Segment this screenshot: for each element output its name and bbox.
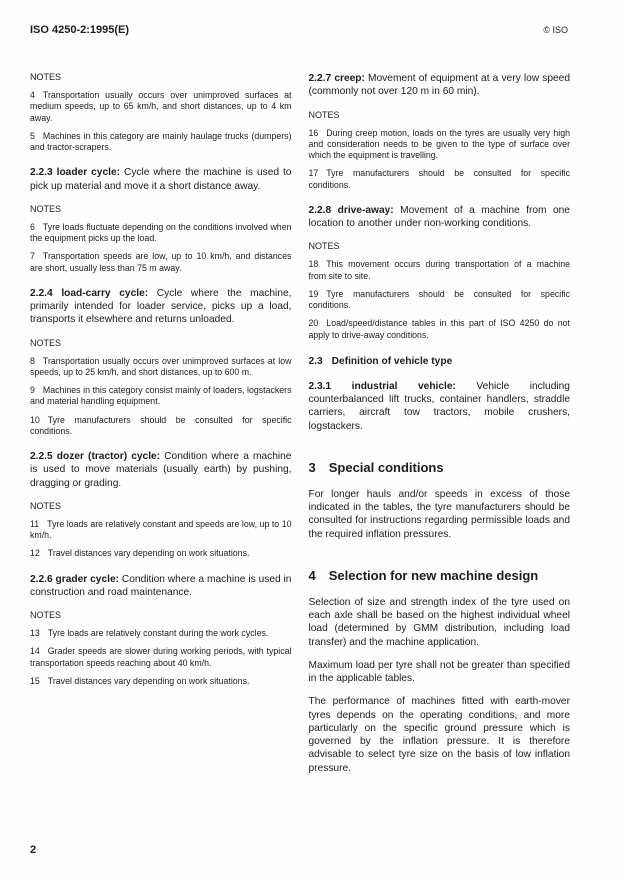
definition — [30, 450, 292, 490]
document-id: ISO 4250-2:1995(E) — [30, 24, 130, 36]
subsection-heading — [309, 356, 571, 367]
defined-term: drive-away: — [337, 204, 394, 216]
note-text: Grader speeds are slower during working periods, with typical transportation speeds reaching about 40 km/h. — [30, 646, 292, 668]
note-number: 12 — [30, 548, 40, 559]
left-column — [30, 72, 292, 785]
note — [30, 385, 292, 408]
note — [30, 548, 292, 559]
note-number: 13 — [30, 628, 40, 638]
defined-term: grader cycle: — [55, 573, 120, 585]
note-number: 7 — [30, 251, 35, 262]
definition — [30, 166, 292, 193]
right-column — [309, 72, 571, 785]
section-heading — [309, 460, 571, 475]
definition-text: Condition where a machine is used to move materials (usually earth) by pushing, dragging or grading. — [30, 451, 292, 489]
note-text: Tyre manufacturers should be consulted for specific conditions. — [308, 288, 570, 310]
note — [30, 676, 292, 687]
definition — [30, 287, 292, 327]
paragraph: Maximum load per tyre shall not be greater than specified in the applicable tables. — [308, 659, 570, 684]
note — [309, 168, 571, 191]
note-text: Transportation usually occurs over unimproved surfaces at medium speeds, up to 65 km/h, and short distances, up to 4 km away. — [30, 90, 292, 123]
paragraph: Selection of size and strength index of the tyre used on each axle shall be based on the highest individual wheel load (determined by GMM distribution, including load transfer) and the machine application. — [308, 596, 570, 648]
clause-number: 2.2.6 — [30, 573, 53, 585]
definition-text: Cycle where the machine, primarily intended for loader service, picks up a load, transports it elsewhere and returns unloaded. — [30, 287, 292, 326]
content-columns — [30, 72, 570, 785]
definition — [30, 573, 292, 600]
definition-text: Cycle where the machine is used to pick up material and move it a short distance away. — [30, 167, 292, 192]
note-text: Machines in this category consist mainly of loaders, logstackers and material handling equipment. — [30, 385, 292, 407]
note-text: During creep motion, loads on the tyres are usually very high and consideration needs to be given to the type of surface over which the equipment is travelling. — [308, 127, 570, 160]
note-text: Travel distances vary depending on work situations. — [47, 548, 250, 559]
clause-number: 2.2.3 — [30, 167, 53, 179]
note-number: 9 — [30, 385, 35, 395]
section-number: 4 — [308, 567, 316, 583]
defined-term: load-carry cycle: — [61, 287, 149, 299]
paragraph: For longer hauls and/or speeds in excess of those indicated in the tables, the tyre manufacturers should be consulted for instructions regarding permissible loads and the required inflation pressures. — [308, 488, 570, 540]
note — [30, 90, 292, 124]
note — [30, 415, 292, 438]
note-number: 18 — [308, 259, 319, 270]
note-text: Transportation usually occurs over unimproved surfaces at low speeds, up to 25 km/h, and short distances, up to 600 m. — [30, 355, 292, 377]
note-number: 11 — [30, 518, 40, 529]
section-title: Selection for new machine design — [328, 567, 539, 583]
definition — [309, 72, 571, 99]
note-text: Tyre loads are relatively constant and speeds are low, up to 10 km/h. — [30, 518, 292, 540]
paragraph: The performance of machines fitted with earth-mover tyres depends on the operating conditions, and more particularly on the specific ground pressure which is governed by the inflation pressure. It is therefore advisable to select tyre size on the basis of low inflation pressure. — [308, 696, 570, 774]
note-number: 4 — [30, 90, 35, 100]
note — [30, 628, 292, 639]
section-title: Special conditions — [328, 459, 444, 475]
defined-term: creep: — [334, 73, 365, 84]
note-number: 10 — [30, 414, 40, 425]
notes-heading: NOTES — [30, 500, 62, 511]
subsection-title: Definition of vehicle type — [331, 355, 453, 367]
note-text: Tyre manufacturers should be consulted for specific conditions. — [30, 414, 292, 436]
definition — [309, 380, 571, 433]
defined-term: industrial vehicle: — [351, 380, 456, 392]
note — [309, 128, 571, 162]
definition-text: Vehicle including counterbalanced lift trucks, container handlers, straddle carriers, aircraft tow tractors, mobile crushers, logstackers. — [308, 380, 570, 432]
note-text: Transportation speeds are low, up to 10 km/h, and distances are short, usually less than 75 m away. — [30, 251, 292, 273]
subsection-number: 2.3 — [308, 355, 323, 367]
note-text: Tyre manufacturers should be consulted for specific conditions. — [308, 168, 570, 190]
clause-number: 2.2.8 — [308, 204, 332, 216]
copyright-notice: © ISO — [543, 25, 568, 35]
page-header — [30, 24, 568, 36]
page-footer — [30, 844, 36, 856]
note-number: 14 — [30, 646, 40, 657]
note-text: This movement occurs during transportation of a machine from site to site. — [308, 259, 570, 281]
note-text: Travel distances vary depending on work situations. — [47, 675, 250, 686]
note-number: 15 — [30, 675, 40, 686]
note — [30, 222, 292, 245]
note-number: 19 — [308, 288, 319, 299]
definition — [309, 204, 571, 231]
note-text: Load/speed/distance tables in this part of ISO 4250 do not apply to drive-away conditions. — [308, 318, 570, 340]
notes-heading: NOTES — [308, 241, 340, 252]
clause-number: 2.3.1 — [308, 380, 332, 392]
clause-number: 2.2.4 — [30, 287, 53, 299]
definition-text: Movement of a machine from one location to another under non-working conditions. — [308, 204, 570, 229]
note — [30, 356, 292, 379]
note — [30, 519, 292, 542]
notes-heading: NOTES — [30, 203, 62, 214]
note — [309, 259, 571, 282]
note — [30, 646, 292, 669]
notes-heading: NOTES — [30, 72, 62, 82]
defined-term: loader cycle: — [56, 167, 121, 179]
note — [30, 131, 292, 154]
note-number: 16 — [308, 127, 319, 138]
notes-heading: NOTES — [30, 610, 62, 620]
definition-text: Condition where a machine is used in construction and road maintenance. — [30, 573, 292, 598]
note-number: 8 — [30, 355, 35, 366]
page-number: 2 — [30, 844, 37, 856]
note-number: 17 — [308, 168, 319, 179]
note — [30, 251, 292, 274]
notes-heading: NOTES — [30, 337, 62, 348]
note — [309, 289, 571, 312]
note-text: Tyre loads are relatively constant during the work cycles. — [47, 628, 269, 638]
section-heading — [309, 568, 571, 583]
section-number: 3 — [308, 459, 316, 475]
clause-number: 2.2.7 — [308, 73, 332, 84]
definition-text: Movement of equipment at a very low speed (commonly not over 120 m in 60 min). — [308, 73, 570, 98]
note-number: 20 — [308, 318, 319, 329]
note-number: 6 — [30, 221, 35, 232]
note — [309, 318, 571, 341]
note-number: 5 — [30, 130, 35, 141]
defined-term: dozer (tractor) cycle: — [56, 451, 161, 462]
note-text: Tyre loads fluctuate depending on the conditions involved when the equipment picks up the load. — [30, 221, 292, 243]
notes-heading: NOTES — [308, 109, 340, 120]
clause-number: 2.2.5 — [30, 451, 53, 462]
note-text: Machines in this category are mainly haulage trucks (dumpers) and tractor-scrapers. — [30, 130, 292, 152]
